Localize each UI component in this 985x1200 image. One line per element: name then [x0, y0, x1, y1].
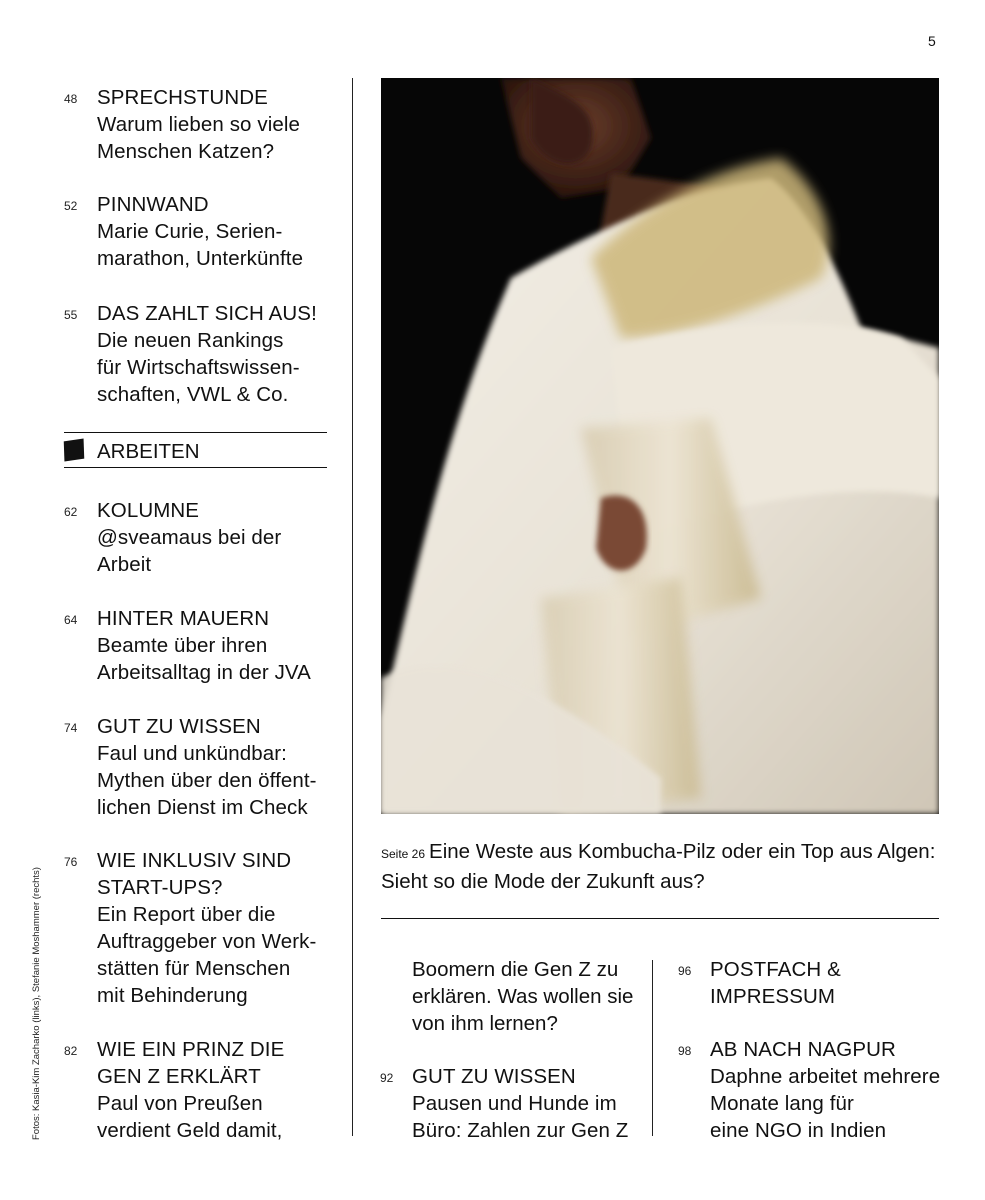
- entry-line: Faul und unkündbar:: [97, 742, 287, 765]
- entry-line: Warum lieben so viele: [97, 113, 301, 136]
- entry-line: Die neuen Rankings: [97, 329, 284, 352]
- caption-text: Eine Weste aus Kombucha-Pilz oder ein Top aus Algen: Sieht so die Mode der Zukunft aus?: [381, 840, 936, 893]
- entry-line: Mythen über den öffent-: [97, 769, 317, 792]
- entry-line: Ein Report über die: [97, 903, 276, 926]
- column-divider-left: [352, 78, 353, 1136]
- section-rule-top: [64, 432, 327, 433]
- entry-line: Büro: Zahlen zur Gen Z: [412, 1119, 629, 1142]
- entry-line: Marie Curie, Serien-: [97, 220, 283, 243]
- entry-title: START-UPS?: [97, 876, 223, 899]
- entry-line: stätten für Menschen: [97, 957, 291, 980]
- entry-title: AB NACH NAGPUR: [710, 1038, 896, 1061]
- entry-line: Beamte über ihren: [97, 634, 268, 657]
- entry-line: verdient Geld damit,: [97, 1119, 283, 1142]
- photo-credit: Fotos: Kasia-Kim Zacharko (links), Stefanie Moshammer (rechts): [31, 867, 42, 1140]
- toc-entry-gut-zu-wissen-gen-z[interactable]: [380, 1063, 628, 1144]
- caption-divider: [381, 918, 939, 919]
- entry-page-number: 98: [678, 1044, 692, 1058]
- entry-title: IMPRESSUM: [710, 985, 836, 1008]
- toc-entry-das-zahlt-sich-aus[interactable]: [64, 300, 317, 408]
- entry-title: WIE INKLUSIV SIND: [97, 849, 292, 872]
- toc-entry-sprechstunde[interactable]: [64, 84, 300, 165]
- toc-entry-kolumne[interactable]: [64, 497, 281, 578]
- photo-caption: [381, 838, 951, 895]
- entry-page-number: 55: [64, 308, 78, 322]
- entry-title: WIE EIN PRINZ DIE: [97, 1038, 285, 1061]
- continued-line: erklären. Was wollen sie: [412, 985, 634, 1008]
- entry-line: marathon, Unterkünfte: [97, 247, 304, 270]
- entry-line: eine NGO in Indien: [710, 1119, 887, 1142]
- entry-page-number: 96: [678, 964, 692, 978]
- entry-page-number: 48: [64, 92, 78, 106]
- entry-title: DAS ZAHLT SICH AUS!: [97, 302, 317, 325]
- entry-page-number: 76: [64, 855, 78, 869]
- column-divider-right: [652, 960, 653, 1136]
- entry-page-number: 62: [64, 505, 78, 519]
- toc-entry-wie-inklusiv-sind-start-ups[interactable]: [64, 847, 316, 1009]
- entry-page-number: 82: [64, 1044, 78, 1058]
- entry-line: Auftraggeber von Werk-: [97, 930, 317, 953]
- feature-photo[interactable]: [381, 78, 939, 814]
- entry-line: Paul von Preußen: [97, 1092, 263, 1115]
- entry-line: Daphne arbeitet mehrere: [710, 1065, 941, 1088]
- section-marker-icon: [64, 439, 85, 462]
- entry-line: mit Behinderung: [97, 984, 248, 1007]
- continued-line: Boomern die Gen Z zu: [412, 958, 619, 981]
- entry-title: SPRECHSTUNDE: [97, 86, 268, 109]
- entry-page-number: 92: [380, 1071, 394, 1085]
- section-rule-bottom: [64, 467, 327, 468]
- caption-page-ref: Seite 26: [381, 847, 426, 861]
- entry-title: PINNWAND: [97, 193, 209, 216]
- toc-entry-ab-nach-nagpur[interactable]: [678, 1036, 940, 1144]
- entry-title: KOLUMNE: [97, 499, 200, 522]
- entry-line: schaften, VWL & Co.: [97, 383, 289, 406]
- toc-entry-postfach-impressum[interactable]: [678, 956, 841, 1010]
- photo-illustration: [381, 78, 939, 814]
- entry-page-number: 74: [64, 721, 78, 735]
- toc-entry-gut-zu-wissen[interactable]: [64, 713, 317, 821]
- entry-title: GEN Z ERKLÄRT: [97, 1065, 261, 1088]
- page-number: 5: [928, 33, 936, 49]
- entry-line: Arbeitsalltag in der JVA: [97, 661, 311, 684]
- toc-entry-hinter-mauern[interactable]: [64, 605, 311, 686]
- entry-title: HINTER MAUERN: [97, 607, 270, 630]
- toc-entry-pinnwand[interactable]: [64, 191, 303, 272]
- entry-line: @sveamaus bei der: [97, 526, 282, 549]
- entry-page-number: 64: [64, 613, 78, 627]
- entry-title: GUT ZU WISSEN: [412, 1065, 576, 1088]
- entry-line: Menschen Katzen?: [97, 140, 275, 163]
- continued-text: [412, 956, 633, 1037]
- entry-line: für Wirtschaftswissen-: [97, 356, 300, 379]
- continued-line: von ihm lernen?: [412, 1012, 558, 1035]
- entry-title: POSTFACH &: [710, 958, 841, 981]
- entry-title: GUT ZU WISSEN: [97, 715, 261, 738]
- entry-line: Pausen und Hunde im: [412, 1092, 617, 1115]
- toc-entry-wie-ein-prinz[interactable]: [64, 1036, 284, 1144]
- entry-line: Arbeit: [97, 553, 152, 576]
- entry-line: lichen Dienst im Check: [97, 796, 308, 819]
- section-header-arbeiten: [64, 438, 327, 464]
- entry-line: Monate lang für: [710, 1092, 854, 1115]
- entry-page-number: 52: [64, 199, 78, 213]
- section-label: ARBEITEN: [97, 440, 200, 463]
